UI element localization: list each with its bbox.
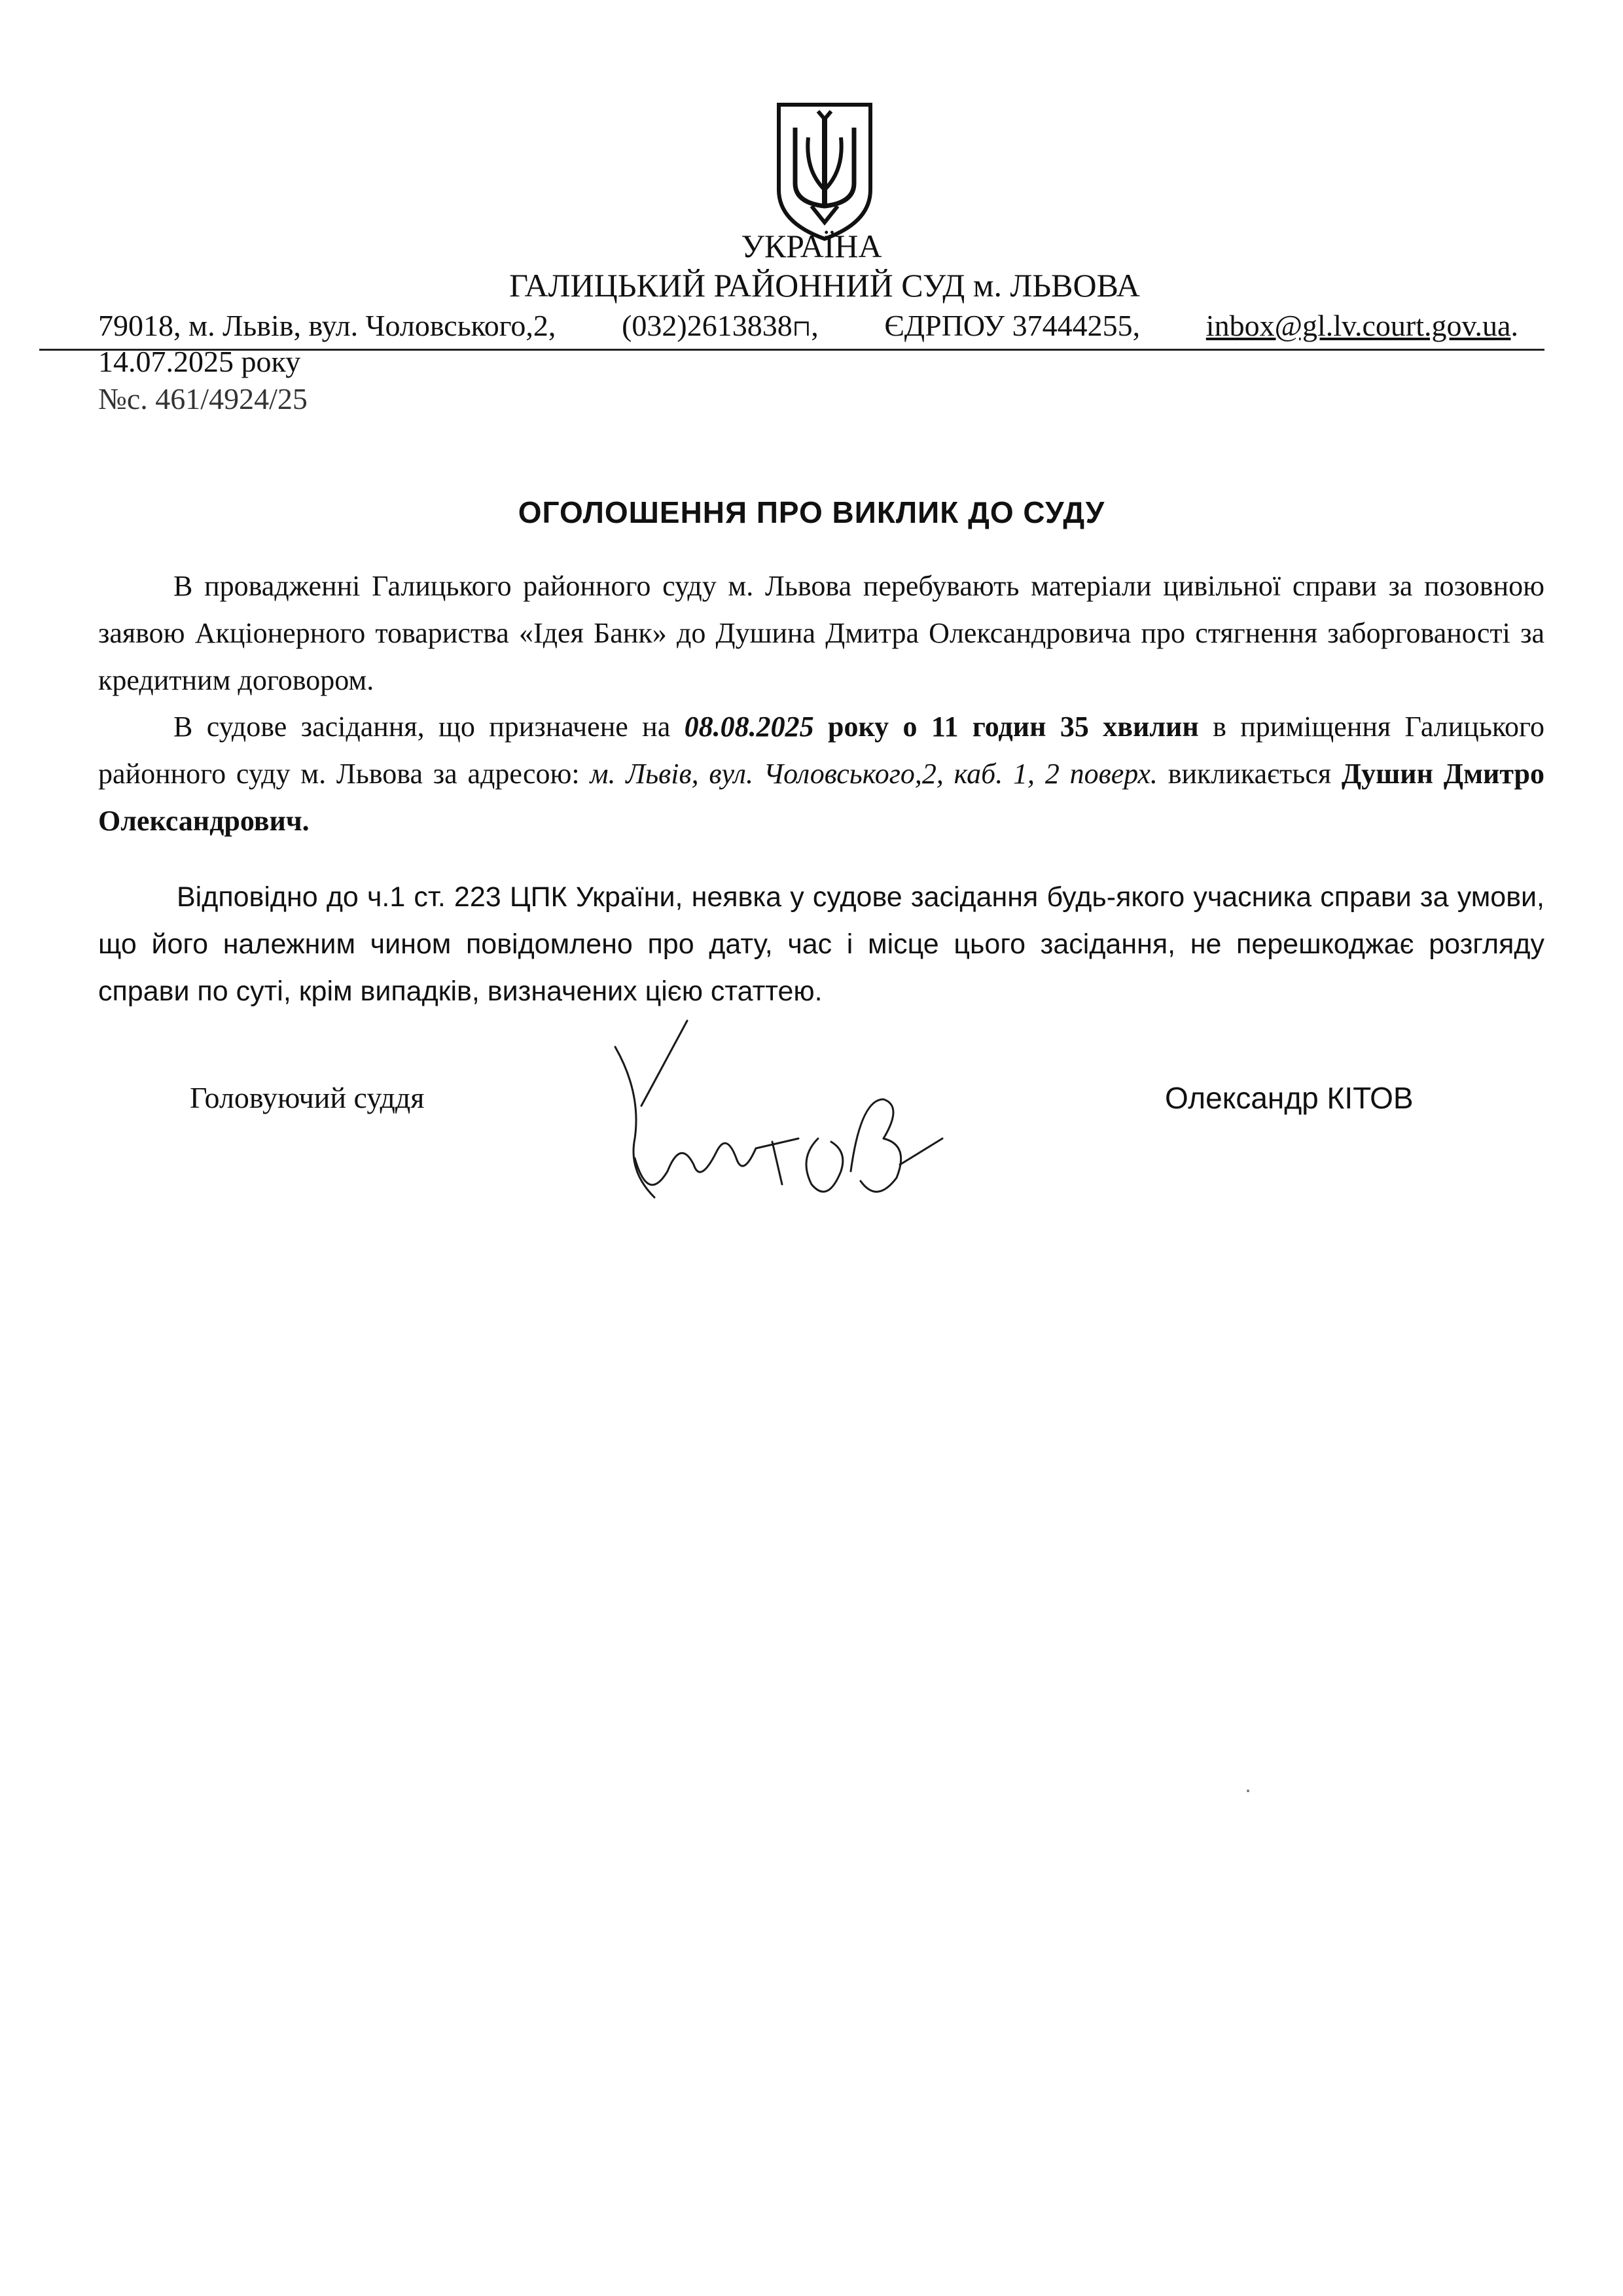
header-court-name: ГАЛИЦЬКИЙ РАЙОННИЙ СУД м. ЛЬВОВА: [509, 267, 1140, 304]
signature-role: Головуючий суддя: [190, 1081, 425, 1114]
header-contacts: [98, 308, 1518, 347]
paragraph-hearing: В судове засідання, що призначене на 08.08.2025 року о 11 годин 35 хвилин в приміщення Галицького районного суду м. Львова за адресою: м. Львів, вул. Чоловського,2, каб. 1, 2 поверх. викликається Душин Дмитро Олександрович.: [98, 711, 1545, 837]
hearing-date: 08.08.2025: [684, 711, 814, 743]
header-phone: (032)2613838⊓,: [622, 309, 819, 342]
header-email[interactable]: inbox@gl.lv.court.gov.ua.: [1205, 309, 1518, 342]
trident-emblem-icon: [766, 92, 883, 242]
paragraph-legal-note: Відповідно до ч.1 ст. 223 ЦПК України, неявка у судове засідання будь-якого учасника справи за умови, що його належним чином повідомлено про дату, час і місце цього засідання, не перешкоджає розгляду справи по суті, крім випадків, визначених цією статтею.: [98, 881, 1544, 1007]
hearing-time: року о 11 годин 35 хвилин: [813, 711, 1199, 743]
paragraph-proceedings: В провадженні Галицького районного суду м. Львова перебувають матеріали цивільної справи за позовною заявою Акціонерного товариства «Ідея Банк» до Душина Дмитра Олександровича про стягнення заборгованості за кредитним договором.: [98, 570, 1544, 696]
hearing-location: м. Львів, вул. Чоловського,2, каб. 1, 2 поверх.: [590, 758, 1158, 790]
signature-name: Олександр КІТОВ: [1165, 1081, 1414, 1115]
summoned-person: Душин Дмитро Олександрович.: [98, 758, 1545, 837]
header-edrpou: ЄДРПОУ 37444255,: [884, 309, 1141, 342]
header-country: УКРАЇНА: [741, 228, 882, 264]
header-address: 79018, м. Львів, вул. Чоловського,2,: [98, 309, 556, 342]
case-number: №с. 461/4924/25: [98, 382, 308, 415]
handwritten-signature: [602, 1008, 969, 1210]
scan-speck: [1247, 1790, 1249, 1792]
document-title: ОГОЛОШЕННЯ ПРО ВИКЛИК ДО СУДУ: [518, 495, 1105, 529]
document-date: 14.07.2025 року: [98, 345, 301, 378]
